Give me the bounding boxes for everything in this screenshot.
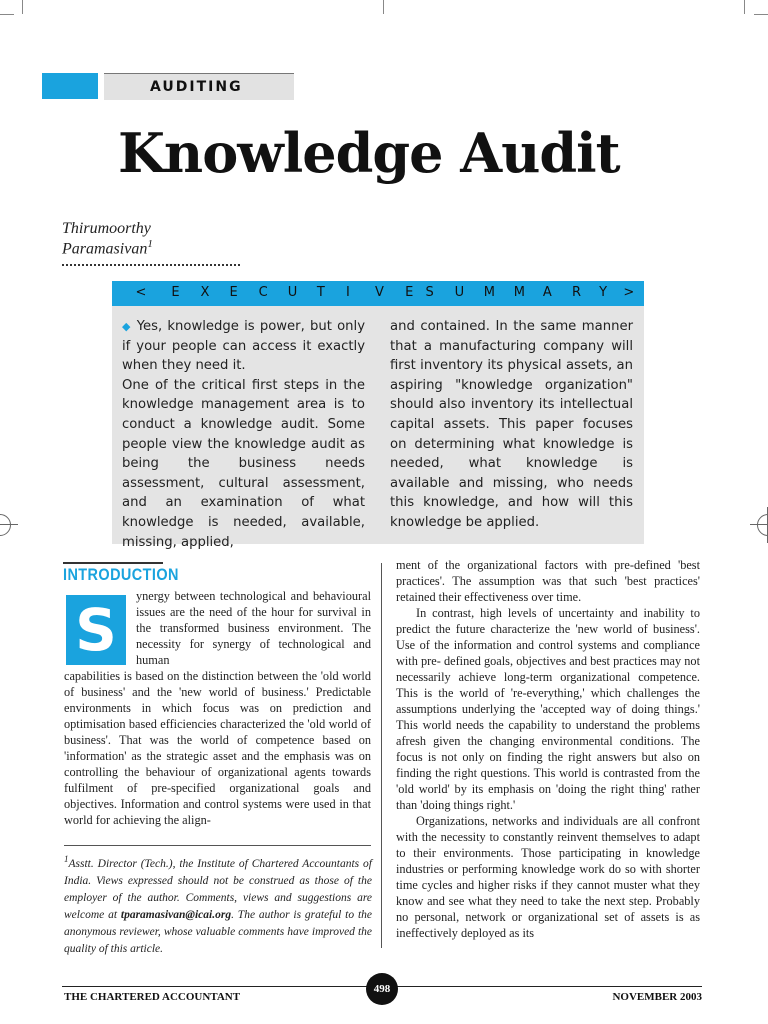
banner-letter: V — [375, 285, 384, 300]
introduction-lead-paragraph: ynergy between technological and behavioural issues are the need of the hour for survival in the transformed business environment. The necessity for synergy of technological and human — [136, 589, 371, 667]
author-name: Thirumoorthy Paramasivan — [62, 220, 151, 258]
article-title: Knowledge Audit — [118, 121, 620, 185]
issue-date: NOVEMBER 2003 — [612, 991, 702, 1003]
executive-summary-banner — [112, 281, 644, 306]
banner-letter: < — [135, 285, 147, 300]
section-accent-block — [42, 73, 98, 99]
footnote-rule — [64, 845, 371, 846]
banner-letter: U — [287, 285, 298, 300]
banner-letter: T — [316, 285, 325, 300]
banner-letter: S — [425, 285, 434, 300]
registration-mark — [0, 514, 11, 536]
introduction-paragraph: capabilities is based on the distinction between the 'old world of business' and the 'new world of business.' Predictable environments in which focus was on prediction and optimisation based efficiencies characterized the 'old world of business'. That was the world of competence based on 'information' as the strategic asset and the emphasis was on controlling the behaviour of organizational agents towards fulfilment of pre-specified organizational goals and objectives. Information and control systems were used in that world for achieving the align- — [64, 669, 371, 827]
section-label: AUDITING — [150, 79, 243, 95]
banner-letter: C — [258, 285, 268, 300]
summary-paragraph: and contained. In the same manner that a manufacturing company will first inventory its physical assets, an aspiring "knowledge organization" should also inventory its intellectual capital assets. This paper focuses on determining what knowledge is needed, what knowledge is available and missing, who needs this knowledge, and how will this knowledge be applied. — [390, 319, 633, 530]
banner-letter: E — [405, 285, 414, 300]
author-email-link[interactable]: tparamasivan@icai.org — [120, 908, 232, 921]
crop-mark — [22, 0, 23, 14]
body-paragraph: ment of the organizational factors with pre-defined 'best practices'. The assumption was that such 'best practices' retained their effectiveness over time. — [396, 558, 700, 604]
page-number: 498 — [366, 973, 398, 1005]
footnote-text: Asstt. Director (Tech.), the Institute of Chartered Accountants of India. Views expressed should not be construed as those of the employer of the author. Comments, views and suggestions are welcome at — [64, 857, 372, 921]
body-paragraph: Organizations, networks and individuals are all confront with the necessity to constantly reinvent themselves to adapt to their environments. Those participating in knowledge industries or performing knowledge work do so with shorter time cycles and higher risks if they cannot muster what they know and see what they need to take the next step. Probably no personal, network or organizational set of assets is as ineffectively deployed as its — [396, 814, 700, 940]
introduction-heading: INTRODUCTION — [63, 565, 179, 584]
banner-letter: R — [571, 285, 581, 300]
summary-paragraph — [122, 317, 365, 376]
banner-letter: X — [200, 285, 210, 300]
banner-letter: M — [513, 285, 525, 300]
summary-text: Yes, knowledge is power, but only if your people can access it exactly when they need it. — [122, 319, 365, 374]
banner-letter: > — [623, 285, 635, 300]
summary-paragraph: One of the critical first steps in the knowledge management area is to conduct a knowledge audit. Some people view the knowledge audit as being the business needs assessment, cultural assessment, and an examination of what knowledge is needed, available, missing, applied, — [122, 377, 365, 550]
banner-letter: Y — [599, 285, 608, 300]
body-paragraph: In contrast, high levels of uncertainty and inability to predict the future characterize the 'new world of business'. Use of the information and control systems and compliance with pre- defined goals, objectives and best practices may not necessarily achieve long-term organizational competence. This is the world of 're-everything,' which challenges the assumptions underlying the 'accepted way of doing things.' This world needs the capability to understand the problems afresh given the changing environmental conditions. The focus is not only on finding the right answers but also on finding the right questions. This world is contrasted from the 'old world' by its emphasis on 'doing the right thing' rather than 'doing things right.' — [396, 606, 700, 812]
banner-letter: A — [542, 285, 552, 300]
author-note-marker: 1 — [147, 238, 153, 250]
executive-summary-column-1 — [122, 317, 365, 552]
footnote — [64, 851, 372, 958]
footnote-text: . The author is grateful to the anonymous reviewer, whose valuable comments have improved the quality of this article. — [64, 908, 373, 955]
right-column-body — [396, 557, 700, 941]
banner-letter: M — [483, 285, 495, 300]
executive-summary-column-2 — [390, 317, 633, 533]
crop-mark — [383, 0, 384, 14]
banner-letter: E — [171, 285, 180, 300]
registration-mark — [757, 514, 768, 536]
footnote-marker: 1 — [64, 854, 69, 864]
heading-rule — [63, 562, 163, 564]
banner-letter: I — [345, 285, 350, 300]
column-divider — [381, 563, 382, 948]
publication-name: THE CHARTERED ACCOUNTANT — [64, 991, 241, 1003]
introduction-body — [64, 588, 371, 828]
drop-cap: S — [66, 595, 126, 665]
executive-summary-panel — [112, 306, 644, 550]
banner-letter: E — [229, 285, 238, 300]
crop-mark — [0, 14, 14, 15]
author-byline — [62, 220, 240, 266]
diamond-bullet-icon: ◆ — [122, 320, 132, 333]
crop-mark — [744, 0, 745, 14]
crop-mark — [754, 14, 768, 15]
banner-letter: U — [454, 285, 465, 300]
